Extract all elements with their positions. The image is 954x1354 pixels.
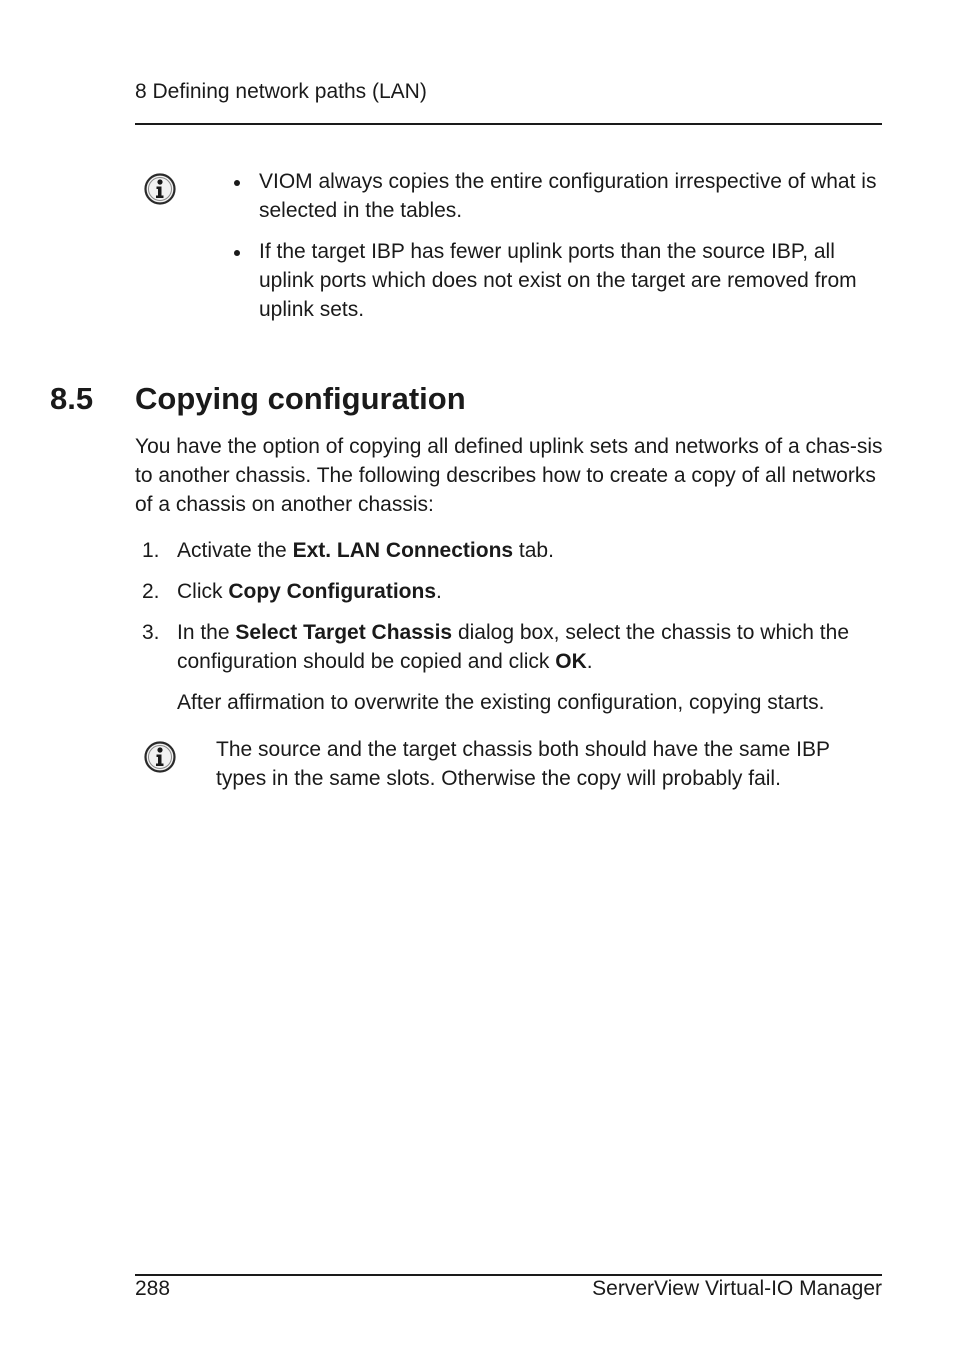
footer-rule	[135, 1274, 882, 1276]
note-text: The source and the target chassis both should have the same IBP types in the same slots. Otherwise the copy will probably fail.	[216, 738, 830, 790]
step-text: .	[436, 580, 442, 603]
section-title: Copying configuration	[135, 381, 466, 416]
step-text: dialog box, select the chassis to which the configuration should be copied and click	[177, 621, 849, 673]
step-text: Click	[177, 580, 229, 603]
steps-list	[135, 536, 875, 688]
intro-paragraph: You have the option of copying all defined uplink sets and networks of a chas-sis to another chassis. The following describes how to create a copy of all networks of a chassis on another chassis:	[135, 435, 883, 516]
step-text: Activate the	[177, 539, 293, 562]
list-item	[135, 577, 875, 606]
step-ui-term: Ext. LAN Connections	[292, 539, 514, 562]
step-text: tab.	[513, 539, 554, 562]
page-number: 288	[135, 1277, 171, 1300]
list-item: If the target IBP has fewer uplink ports than the source IBP, all uplink ports which does not exist on the target are removed from uplink sets.	[234, 237, 884, 324]
running-head: 8 Defining network paths (LAN)	[135, 80, 427, 103]
step-ui-term: Select Target Chassis	[235, 621, 453, 644]
header-rule	[135, 123, 882, 125]
list-item	[135, 536, 875, 565]
step-ui-term: Copy Configurations	[228, 580, 436, 603]
step-number: 2.	[142, 580, 160, 603]
step-number: 3.	[142, 621, 160, 644]
product-name: ServerView Virtual-IO Manager	[592, 1277, 882, 1300]
section-number: 8.5	[50, 381, 94, 416]
step-ui-term: OK	[555, 650, 587, 673]
note-bullet-list	[234, 167, 884, 336]
after-paragraph: After affirmation to overwrite the existing configuration, copying starts.	[177, 691, 825, 714]
info-icon	[143, 172, 177, 206]
step-number: 1.	[142, 539, 160, 562]
step-text: .	[586, 650, 593, 673]
list-item	[135, 618, 875, 676]
list-item: VIOM always copies the entire configuration irrespective of what is selected in the tables.	[234, 167, 884, 225]
info-icon	[143, 740, 177, 774]
step-text: In the	[177, 621, 236, 644]
